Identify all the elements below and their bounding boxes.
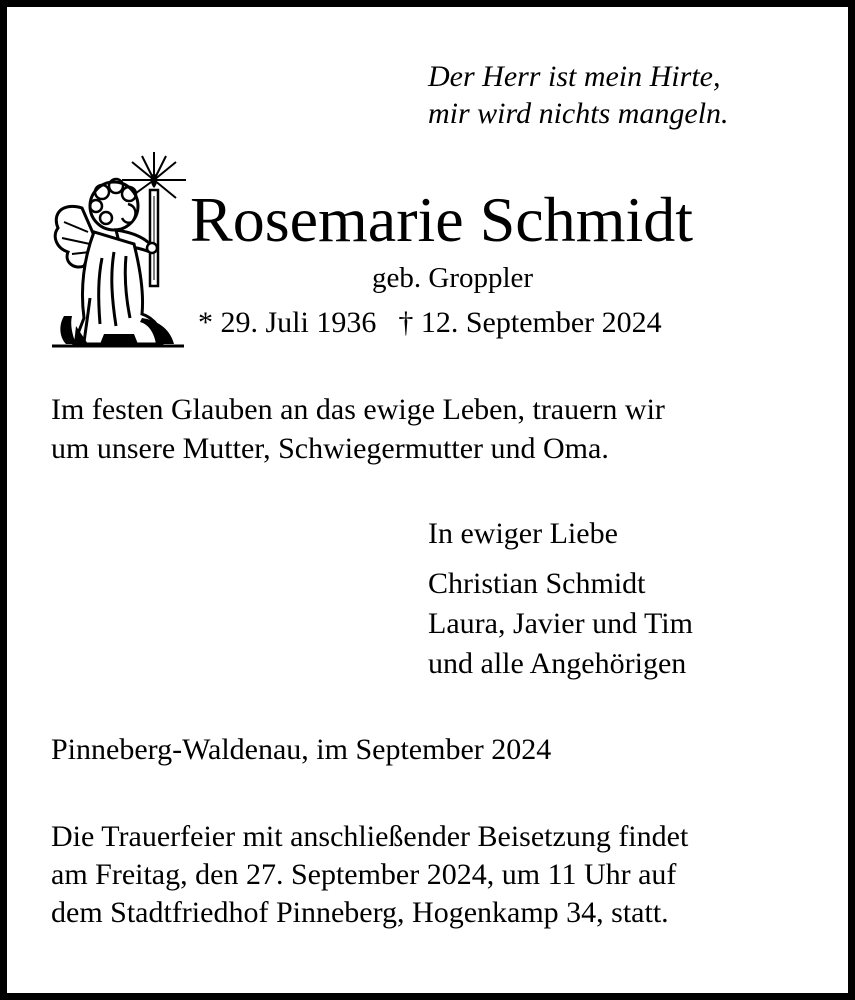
- funeral-announcement: [51, 818, 688, 932]
- kneeling-angel-with-candle-icon: [44, 148, 194, 353]
- verse-line-2: mir wird nichts mangeln.: [428, 97, 729, 130]
- signer-name: Christian Schmidt: [428, 567, 646, 600]
- maiden-name: geb. Groppler: [372, 262, 534, 294]
- mourning-text: [51, 390, 665, 468]
- mourning-line-2: um unsere Mutter, Schwiegermutter und Oma.: [51, 432, 609, 465]
- birth-date: * 29. Juli 1936: [198, 306, 377, 339]
- funeral-line-1: Die Trauerfeier mit anschließender Beisetzung findet: [51, 820, 689, 853]
- life-dates: [198, 305, 662, 341]
- place-and-date: Pinneberg-Waldenau, im September 2024: [51, 733, 552, 766]
- bible-verse: [428, 58, 729, 132]
- signers-heading: In ewiger Liebe: [428, 517, 618, 550]
- signers-block: [428, 514, 693, 684]
- signer-name: Laura, Javier und Tim: [428, 607, 693, 640]
- funeral-line-2: am Freitag, den 27. September 2024, um 11 Uhr auf: [51, 858, 677, 891]
- mourning-line-1: Im festen Glauben an das ewige Leben, trauern wir: [51, 393, 665, 426]
- death-date: † 12. September 2024: [398, 306, 662, 339]
- deceased-name: Rosemarie Schmidt: [190, 184, 694, 255]
- verse-line-1: Der Herr ist mein Hirte,: [428, 60, 721, 93]
- funeral-line-3: dem Stadtfriedhof Pinneberg, Hogenkamp 34, statt.: [51, 896, 669, 929]
- signer-name: und alle Angehörigen: [428, 647, 687, 680]
